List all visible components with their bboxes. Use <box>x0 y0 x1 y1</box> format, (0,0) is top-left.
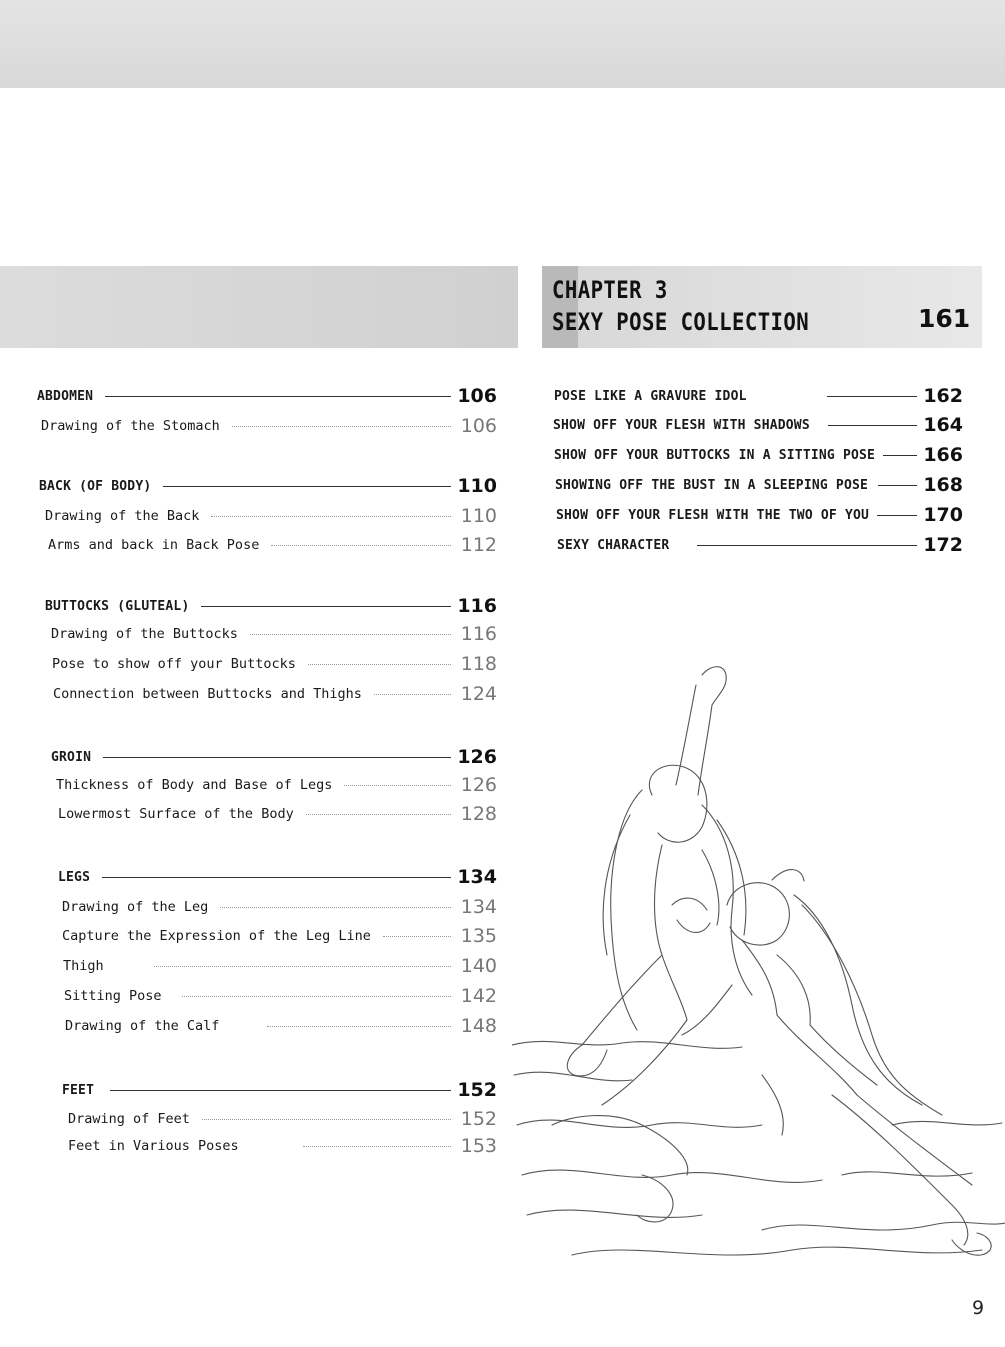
toc-label: BACK (OF BODY) <box>39 478 152 494</box>
toc-leader <box>110 1090 451 1091</box>
toc-label: FEET <box>62 1082 95 1098</box>
toc-leader <box>102 877 451 878</box>
toc-leader <box>201 606 451 607</box>
toc-leader <box>306 814 451 815</box>
page-folio-number: 9 <box>972 1297 985 1319</box>
toc-label: Connection between Buttocks and Thighs <box>53 686 362 702</box>
toc-label: Drawing of Feet <box>68 1111 190 1127</box>
toc-page: 116 <box>460 623 497 645</box>
toc-page: 140 <box>460 955 497 977</box>
toc-page: 172 <box>923 534 963 556</box>
toc-sub-row[interactable] <box>53 681 497 707</box>
left-chapter-band <box>0 266 518 348</box>
toc-label: Pose to show off your Buttocks <box>52 656 296 672</box>
toc-sub-row[interactable] <box>68 1106 497 1132</box>
toc-leader <box>303 1146 451 1147</box>
toc-page: 152 <box>460 1108 497 1130</box>
toc-page: 134 <box>460 896 497 918</box>
toc-sub-row[interactable] <box>58 801 497 827</box>
toc-leader <box>163 486 451 487</box>
toc-leader <box>883 455 917 456</box>
toc-page: 126 <box>460 774 497 796</box>
toc-page: 168 <box>923 474 963 496</box>
toc-page: 164 <box>923 414 963 436</box>
toc-label: Drawing of the Buttocks <box>51 626 238 642</box>
toc-label: Drawing of the Stomach <box>41 418 220 434</box>
toc-label: Arms and back in Back Pose <box>48 537 260 553</box>
top-header-band <box>0 0 1005 88</box>
toc-label: ABDOMEN <box>37 388 94 404</box>
toc-sub-row[interactable] <box>62 894 497 920</box>
toc-page: 106 <box>460 415 497 437</box>
toc-label: SEXY CHARACTER <box>557 537 670 553</box>
toc-sub-row[interactable] <box>52 651 497 677</box>
toc-label: Sitting Pose <box>64 988 162 1004</box>
toc-section-row[interactable] <box>555 472 963 498</box>
chapter-label: CHAPTER 3 <box>552 276 668 304</box>
toc-label: Drawing of the Leg <box>62 899 209 915</box>
toc-leader <box>344 785 451 786</box>
toc-sub-row[interactable] <box>65 1013 497 1039</box>
toc-page: 128 <box>460 803 497 825</box>
toc-section-row[interactable] <box>554 442 963 468</box>
toc-sub-row[interactable] <box>41 413 497 439</box>
toc-leader <box>103 757 451 758</box>
toc-page: 162 <box>923 385 963 407</box>
toc-label: Drawing of the Calf <box>65 1018 220 1034</box>
toc-sub-row[interactable] <box>51 621 497 647</box>
toc-page: 142 <box>460 985 497 1007</box>
toc-leader <box>271 545 451 546</box>
toc-section-row[interactable] <box>39 473 497 499</box>
toc-leader <box>383 936 451 937</box>
toc-page: 106 <box>457 385 497 407</box>
toc-leader <box>877 515 917 516</box>
toc-leader <box>250 634 451 635</box>
toc-page: 110 <box>457 475 497 497</box>
toc-leader <box>267 1026 451 1027</box>
toc-sub-row[interactable] <box>45 503 497 529</box>
toc-label: SHOWING OFF THE BUST IN A SLEEPING POSE <box>555 477 869 493</box>
toc-section-row[interactable] <box>557 532 963 558</box>
toc-section-row[interactable] <box>58 864 497 890</box>
toc-leader <box>827 396 917 397</box>
toc-section-row[interactable] <box>62 1077 497 1103</box>
toc-sub-row[interactable] <box>56 772 497 798</box>
toc-page: 152 <box>457 1079 497 1101</box>
toc-page: 116 <box>457 595 497 617</box>
toc-leader <box>697 545 917 546</box>
line-art-illustration <box>512 655 1005 1300</box>
toc-label: POSE LIKE A GRAVURE IDOL <box>554 388 747 404</box>
toc-label: LEGS <box>58 869 91 885</box>
toc-leader <box>220 907 451 908</box>
toc-sub-row[interactable] <box>68 1133 497 1159</box>
toc-sub-row[interactable] <box>63 953 497 979</box>
toc-leader <box>308 664 451 665</box>
toc-sub-row[interactable] <box>48 532 497 558</box>
toc-page: 110 <box>460 505 497 527</box>
toc-sub-row[interactable] <box>62 923 497 949</box>
toc-leader <box>202 1119 451 1120</box>
toc-label: Drawing of the Back <box>45 508 200 524</box>
toc-page: 135 <box>460 925 497 947</box>
toc-leader <box>828 425 917 426</box>
toc-page: 118 <box>460 653 497 675</box>
toc-page: 112 <box>460 534 497 556</box>
toc-label: Lowermost Surface of the Body <box>58 806 294 822</box>
toc-leader <box>374 694 451 695</box>
toc-label: Thigh <box>63 958 104 974</box>
toc-label: SHOW OFF YOUR FLESH WITH THE TWO OF YOU <box>556 507 870 523</box>
toc-section-row[interactable] <box>553 412 963 438</box>
toc-page: 166 <box>923 444 963 466</box>
toc-label: Thickness of Body and Base of Legs <box>56 777 333 793</box>
toc-page: 134 <box>457 866 497 888</box>
toc-label: BUTTOCKS (GLUTEAL) <box>45 598 190 614</box>
toc-leader <box>232 426 451 427</box>
toc-label: SHOW OFF YOUR BUTTOCKS IN A SITTING POSE <box>554 447 876 463</box>
toc-section-row[interactable] <box>554 383 963 409</box>
toc-label: Feet in Various Poses <box>68 1138 239 1154</box>
toc-label: SHOW OFF YOUR FLESH WITH SHADOWS <box>553 417 810 433</box>
toc-leader <box>154 966 451 967</box>
toc-page: 148 <box>460 1015 497 1037</box>
toc-section-row[interactable] <box>556 502 963 528</box>
toc-leader <box>182 996 451 997</box>
toc-page: 126 <box>457 746 497 768</box>
chapter-title: SEXY POSE COLLECTION <box>552 308 810 336</box>
chapter-page-number: 161 <box>918 304 971 333</box>
toc-section-row[interactable] <box>51 744 497 770</box>
toc-leader <box>105 396 451 397</box>
toc-sub-row[interactable] <box>64 983 497 1009</box>
toc-page: 124 <box>460 683 497 705</box>
toc-leader <box>211 516 451 517</box>
toc-label: GROIN <box>51 749 92 765</box>
toc-leader <box>878 485 917 486</box>
toc-page: 170 <box>923 504 963 526</box>
toc-section-row[interactable] <box>37 383 497 409</box>
toc-label: Capture the Expression of the Leg Line <box>62 928 371 944</box>
toc-section-row[interactable] <box>45 593 497 619</box>
toc-page: 153 <box>460 1135 497 1157</box>
